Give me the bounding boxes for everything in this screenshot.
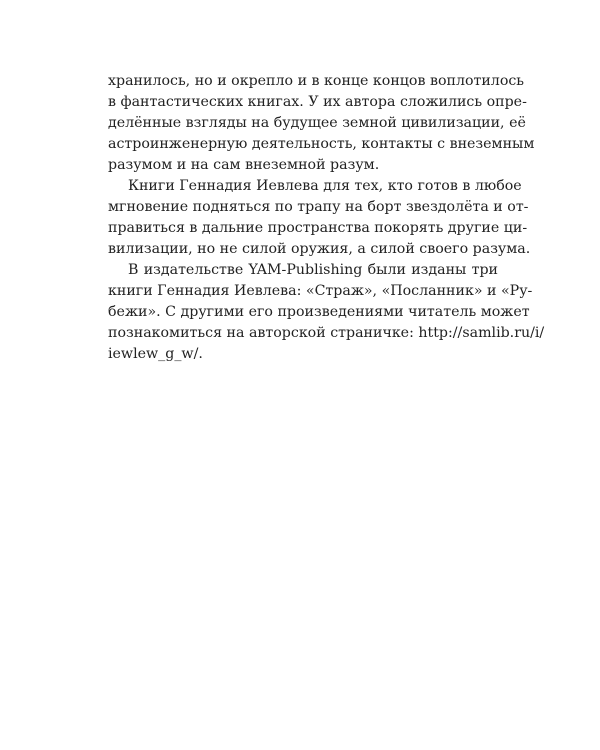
- text-line: вилизации, но не силой оружия, а силой своего разума.: [108, 241, 531, 257]
- text-line: в фантастических книгах. У их автора сложились опре-: [108, 94, 527, 110]
- text-line: делённые взгляды на будущее земной цивилизации, её: [108, 115, 526, 131]
- text-line: правиться в дальние пространства покорять другие ци-: [108, 220, 528, 236]
- paragraph-2: [108, 176, 531, 260]
- text-line: разумом и на сам внеземной разум.: [108, 157, 380, 173]
- text-line: В издательстве YAM-Publishing были изданы три: [128, 262, 498, 278]
- text-line: Книги Геннадия Иевлева для тех, кто готов в любое: [128, 178, 522, 194]
- text-line: мгновение подняться по трапу на борт звездолёта и от-: [108, 199, 529, 215]
- text-line: книги Геннадия Иевлева: «Страж», «Посланник» и «Ру-: [108, 283, 533, 299]
- text-line: познакомиться на авторской страничке: http://samlib.ru/i/: [108, 325, 545, 341]
- paragraph-3: [108, 260, 545, 365]
- text-line: хранилось, но и окрепло и в конце концов воплотилось: [108, 73, 525, 89]
- text-line: астроинженерную деятельность, контакты с внеземным: [108, 136, 535, 152]
- text-line: iewlew_g_w/.: [108, 346, 203, 362]
- paragraph-1: [108, 71, 535, 176]
- body-text: [108, 71, 545, 365]
- text-line: бежи». С другими его произведениями читатель может: [108, 304, 530, 320]
